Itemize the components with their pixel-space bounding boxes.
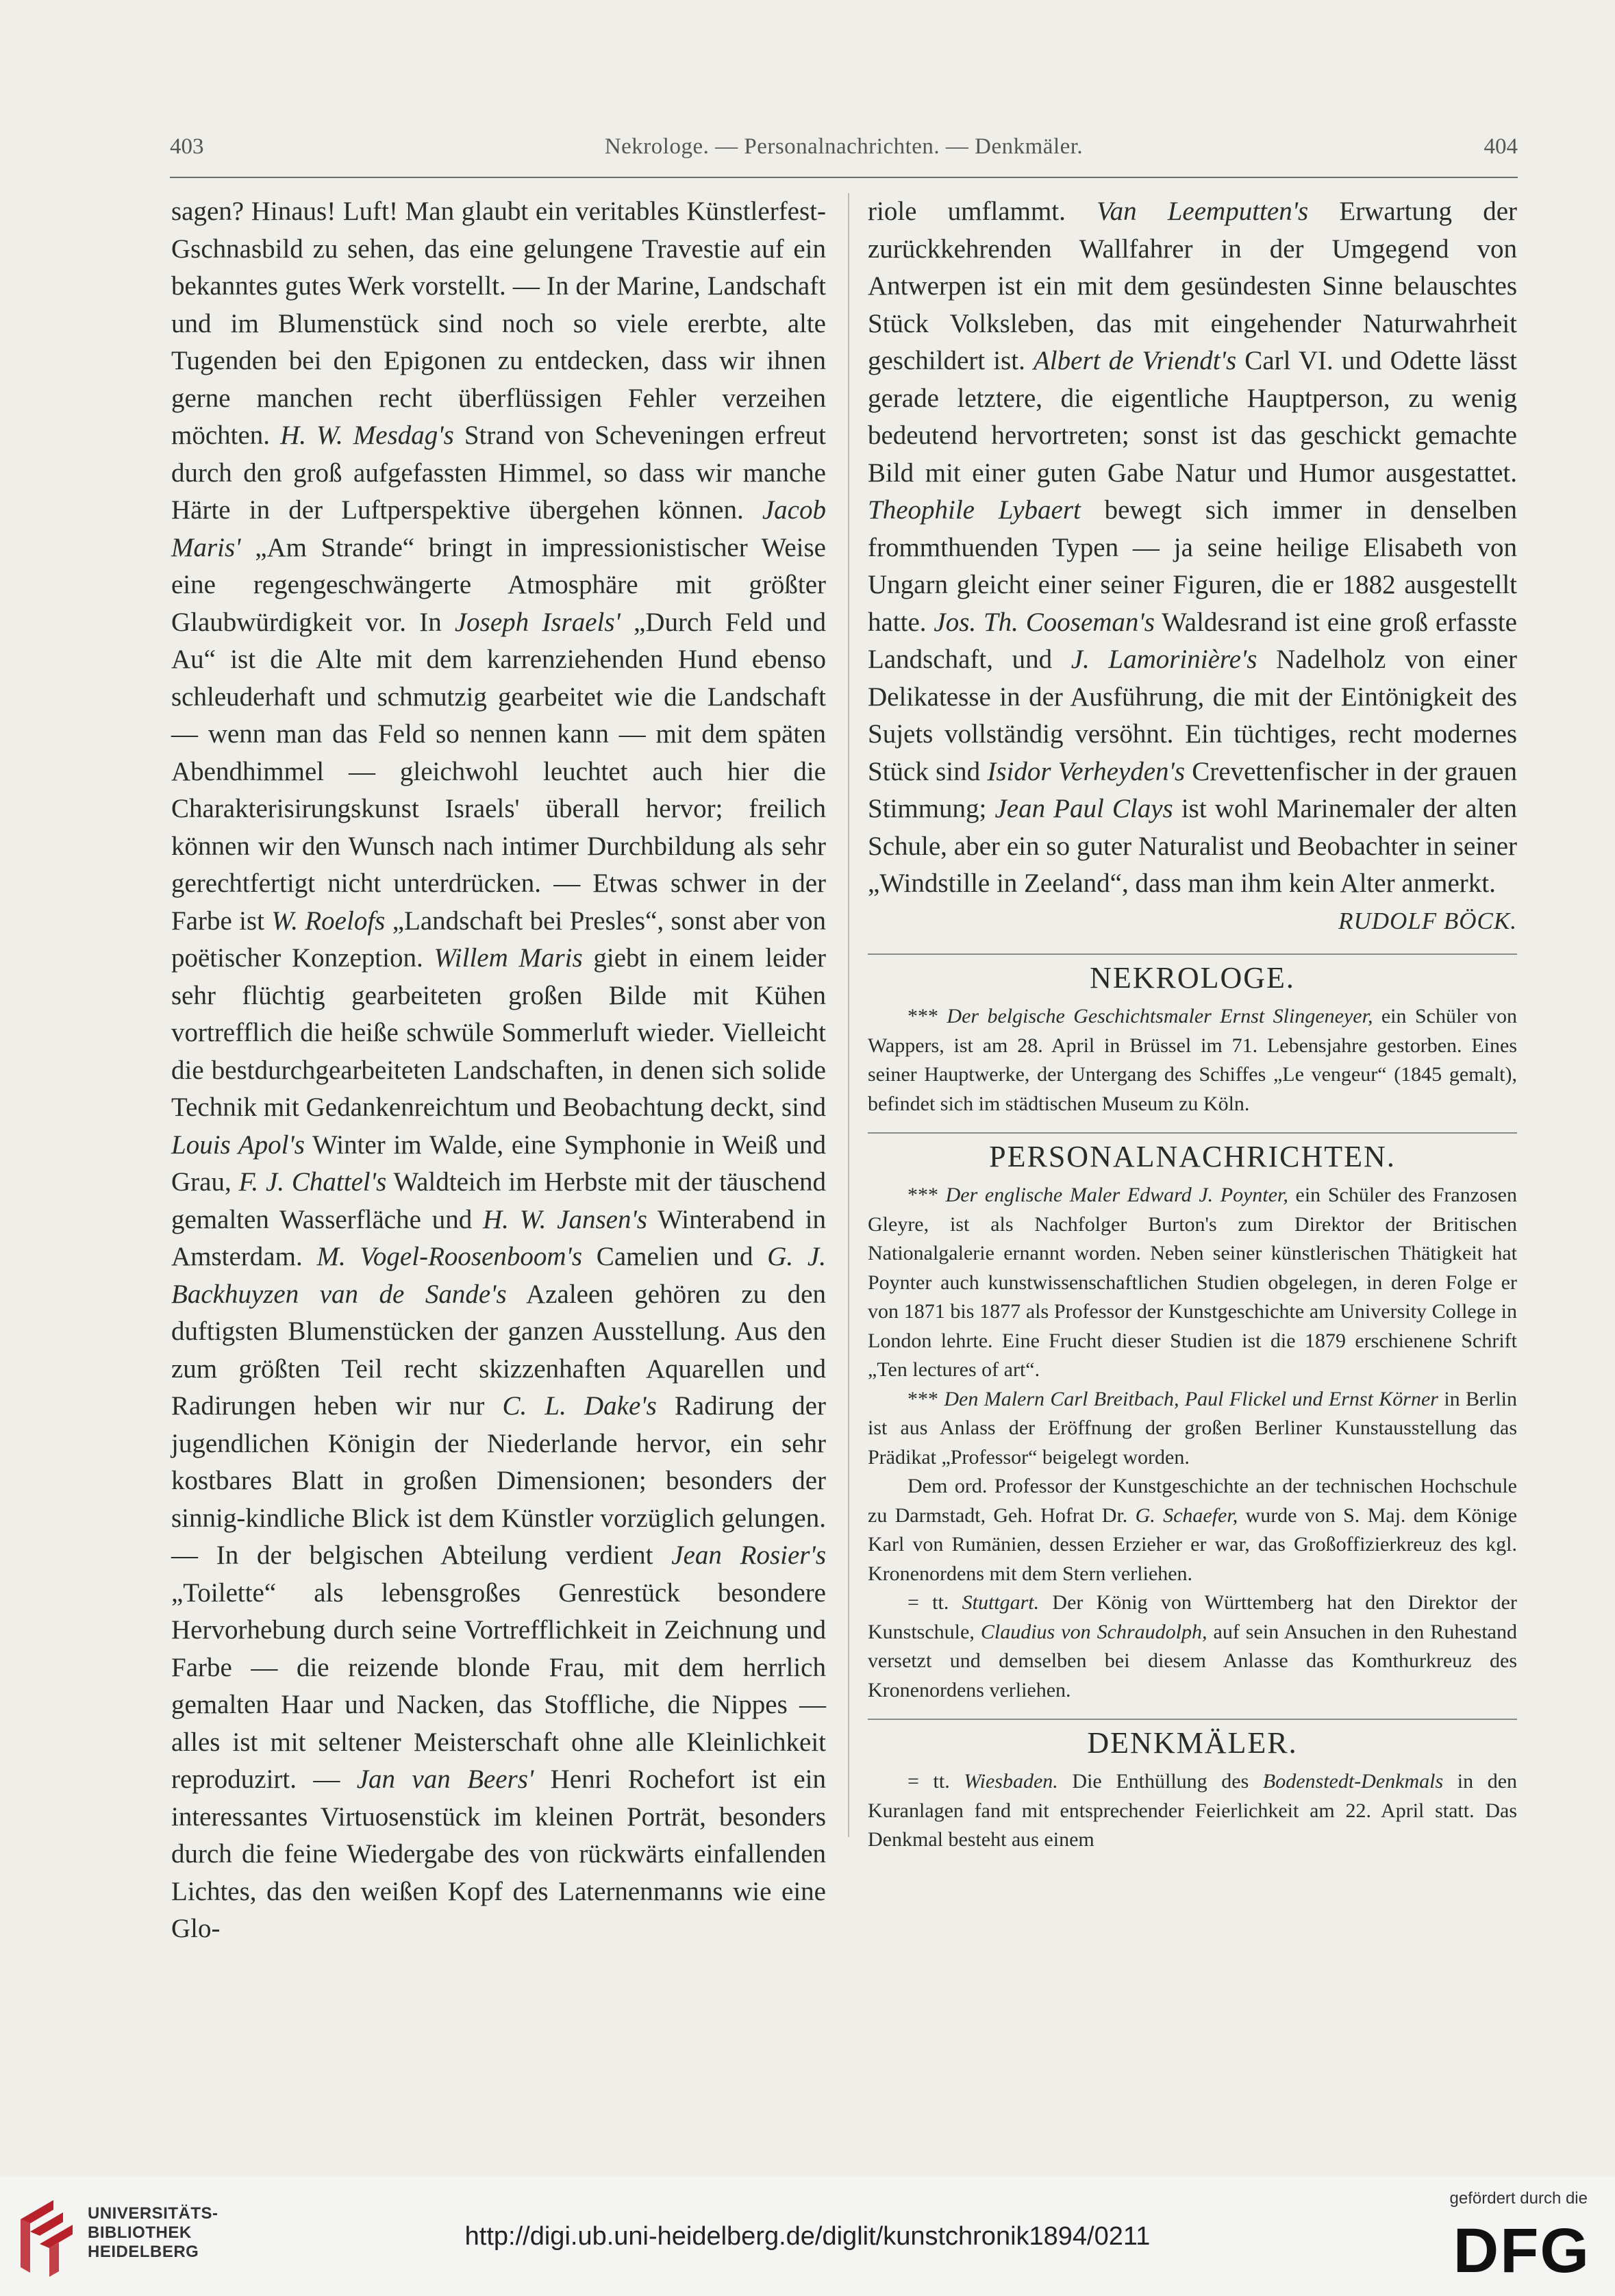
news-item: = tt. Wiesbaden. Die Enthüllung des Bodenstedt-Denkmals in den Kuranlagen fand mit entsprechender Feierlichkeit am 22. April statt. Das Denkmal besteht aus einem xyxy=(868,1770,1518,1851)
news-item: *** Der belgische Geschichtsmaler Ernst Slingeneyer, ein Schüler von Wappers, ist am 28. April in Brüssel im 71. Lebensjahre gestorben. Eines seiner Hauptwerke, der Untergang des Schiffes „Le vengeur“ (1845 gemalt), befindet sich im städtischen Museum zu Köln. xyxy=(868,1005,1517,1115)
artist-name: Albert de Vriendt's xyxy=(1033,346,1237,375)
denkmaeler-section xyxy=(868,1767,1517,1855)
artist-name: Jan van Beers' xyxy=(356,1764,534,1794)
section-heading-nekrologe: NEKROLOGE. xyxy=(1090,961,1295,995)
artist-name: Jacob Maris' xyxy=(171,495,826,562)
artist-name: Jean Paul Clays xyxy=(994,794,1173,823)
news-item: Dem ord. Professor der Kunstgeschichte an der technischen Hochschule zu Darmstadt, Geh. Hofrat Dr. G. Schaefer, wurde von S. Maj. dem Könige Karl von Rumänien, dessen Erzieher er war, das Großoffizierkreuz des kgl. Kronenordens mit dem Stern verliehen. xyxy=(868,1475,1518,1585)
artist-name: Louis Apol's xyxy=(171,1130,305,1160)
dfg-logo[interactable]: DFG xyxy=(1453,2216,1590,2286)
section-rule xyxy=(868,1719,1517,1720)
running-title: Nekrologe. — Personalnachrichten. — Denkmäler. xyxy=(604,134,1084,159)
funding-label: gefördert durch die xyxy=(1449,2189,1588,2208)
personalnachrichten-section xyxy=(868,1181,1517,1705)
artist-name: J. Lamorinière's xyxy=(1071,645,1257,674)
page-number-right: 404 xyxy=(1483,134,1518,159)
section-heading-denkmaeler: DENKMÄLER. xyxy=(1087,1726,1298,1760)
library-name: UNIVERSITÄTS- BIBLIOTHEK HEIDELBERG xyxy=(88,2204,218,2261)
artist-name: W. Roelofs xyxy=(271,906,386,936)
artist-name: C. L. Dake's xyxy=(502,1391,657,1421)
section-rule xyxy=(868,1132,1517,1134)
artist-name: Isidor Verheyden's xyxy=(987,756,1186,786)
news-item: *** Der englische Maler Edward J. Poynter, ein Schüler des Franzosen Gleyre, ist als Nachfolger Burton's zum Direktor der Britischen Nationalgalerie ernannt worden. Neben seiner künstlerischen Thätigkeit hat Poynter auch kunstwissenschaftlichen Studien obgelegen, in deren Folge er von 1871 bis 1877 als Professor der Kunstgeschichte am University College in London lehrte. Eine Frucht dieser Studien ist die 1879 erschienene Schrift „Ten lectures of art“. xyxy=(868,1184,1518,1381)
section-rule xyxy=(868,953,1517,955)
author-signature: RUDOLF BÖCK. xyxy=(1338,907,1517,934)
right-column-text xyxy=(868,193,1517,940)
column-divider xyxy=(848,193,849,1837)
footer-bar xyxy=(0,2177,1615,2296)
right-paragraph: riole umflammt. Van Leemputten's Erwartung der zurückkehrenden Wallfahrer in der Umgegend von Antwerpen ist ein mit dem gesündesten Sinne belauschtes Stück Volksleben, das mit eingehender Naturwahrheit geschildert ist. Albert de Vriendt's Carl VI. und Odette lässt gerade letztere, die eigentliche Hauptperson, zu wenig bedeutend hervortreten; sonst ist das geschickt gemachte Bild mit einer guten Gabe Natur und Humor ausgestattet. Theophile Lybaert bewegt sich immer in denselben frommthuenden Typen — ja seine heilige Elisabeth von Ungarn gleicht einer seiner Figuren, die er 1882 ausgestellt hatte. Jos. Th. Cooseman's Waldesrand ist eine groß erfasste Landschaft, und J. Lamorinière's Nadelholz von einer Delikatesse in der Ausführung, die mit der Eintönigkeit des Sujets vollständig versöhnt. Ein tüchtiges, recht modernes Stück sind Isidor Verheyden's Crevettenfischer in der grauen Stimmung; Jean Paul Clays ist wohl Marinemaler der alten Schule, aber ein so guter Naturalist und Beobachter in seiner „Windstille in Zeeland“, dass man ihm kein Alter anmerkt. xyxy=(868,197,1518,898)
left-paragraph: sagen? Hinaus! Luft! Man glaubt ein veritables Künstlerfest-Gschnasbild zu sehen, das eine gelungene Travestie auf ein bekanntes gutes Werk vorstellt. — In der Marine, Landschaft und im Blumenstück sind noch so viele ererbte, alte Tugenden bei den Epigonen zu entdecken, dass wir ihnen gerne manchen recht überflüssigen Fehler verzeihen möchten. H. W. Mesdag's Strand von Scheveningen erfreut durch den groß aufgefassten Himmel, so dass wir manche Härte in der Luftperspektive übergehen können. Jacob Maris' „Am Strande“ bringt in impressionistischer Weise eine regengeschwängerte Atmosphäre mit größter Glaubwürdigkeit vor. In Joseph Israels' „Durch Feld und Au“ ist die Alte mit dem karrenziehenden Hund ebenso schleuderhaft und schmutzig gearbeitet wie die Landschaft — wenn man das Feld so nennen kann — mit dem späten Abendhimmel — gleichwohl leuchtet auch hier die Charakterisirungskunst Israels' überall hervor; freilich können wir den Wunsch nach intimer Durchbildung als sehr gerechtfertigt nicht unterdrücken. — Etwas schwer in der Farbe ist W. Roelofs „Landschaft bei Presles“, sonst aber von poëtischer Konzeption. Willem Maris giebt in einem leider sehr flüchtig gearbeiteten großen Bilde mit Kühen vortrefflich die heiße schwüle Sommerluft wieder. Vielleicht die bestdurchgearbeiteten Landschaften, in denen sich solide Technik mit Gedankenreichtum und Beobachtung deckt, sind Louis Apol's Winter im Walde, eine Symphonie in Weiß und Grau, F. J. Chattel's Waldteich im Herbste mit der täuschend gemalten Wasserfläche und H. W. Jansen's Winterabend in Amsterdam. M. Vogel-Roosenboom's Camelien und G. J. Backhuyzen van de Sande's Azaleen gehören zu den duftigsten Blumenstücken der ganzen Ausstellung. Aus den zum größten Teil recht skizzenhaften Aquarellen und Radirungen heben wir nur C. L. Dake's Radirung der jugendlichen Königin der Niederlande hervor, ein sehr kostbares Blatt in großen Dimensionen; besonders der sinnig-kindliche Blick ist dem Künstler vorzüglich gelungen. — In der belgischen Abteilung verdient Jean Rosier's „Toilette“ als lebensgroßes Genrestück besondere Hervorhebung durch seine Vortrefflichkeit in Zeichnung und Farbe — die reizende blonde Frau, mit dem herrlich gemalten Haar und Nacken, das Stoffliche, die Nippes — alles ist mit seltener Meisterschaft ohne alle Kleinlichkeit reproduzirt. — Jan van Beers' Henri Rochefort ist ein interessantes Virtuosenstück im kleinen Porträt, besonders durch die feine Wiedergabe des von rückwärts einfallenden Lichtes, das den weißen Kopf des Laternenmanns wie eine Glo- xyxy=(171,197,827,1943)
artist-name: Theophile Lybaert xyxy=(868,495,1081,525)
artist-name: Joseph Israels' xyxy=(454,607,621,637)
page-number-left: 403 xyxy=(170,134,204,159)
news-item: *** Den Malern Carl Breitbach, Paul Flickel und Ernst Körner in Berlin ist aus Anlass der Eröffnung der großen Berliner Kunstausstellung das Prädikat „Professor“ beigelegt worden. xyxy=(868,1387,1518,1469)
left-column-text xyxy=(171,193,826,1948)
page-header xyxy=(170,134,1518,169)
nekrologe-section xyxy=(868,1002,1517,1119)
artist-name: Van Leemputten's xyxy=(1097,197,1309,226)
artist-name: Jos. Th. Cooseman's xyxy=(934,607,1155,637)
permalink-url[interactable]: http://digi.ub.uni-heidelberg.de/diglit/kunstchronik1894/0211 xyxy=(464,2222,1151,2251)
section-heading-personalnachrichten: PERSONALNACHRICHTEN. xyxy=(989,1140,1396,1173)
artist-name: H. W. Mesdag's xyxy=(280,421,454,450)
artist-name: Jean Rosier's xyxy=(671,1540,826,1570)
right-column xyxy=(868,193,1517,1855)
header-rule xyxy=(170,177,1518,178)
artist-name: F. J. Chattel's xyxy=(238,1167,387,1197)
left-column xyxy=(171,193,826,1948)
artist-name: H. W. Jansen's xyxy=(483,1204,647,1234)
artist-name: M. Vogel-Roosenboom's xyxy=(316,1242,583,1271)
news-item: = tt. Stuttgart. Der König von Württemberg hat den Direktor der Kunstschule, Claudius von Schraudolph, auf sein Ansuchen in den Ruhestand versetzt und demselben bei diesem Anlasse das Komthurkreuz des Kronenordens verliehen. xyxy=(868,1591,1517,1701)
artist-name: G. J. Backhuyzen van de Sande's xyxy=(171,1242,826,1309)
artist-name: Willem Maris xyxy=(434,943,583,973)
